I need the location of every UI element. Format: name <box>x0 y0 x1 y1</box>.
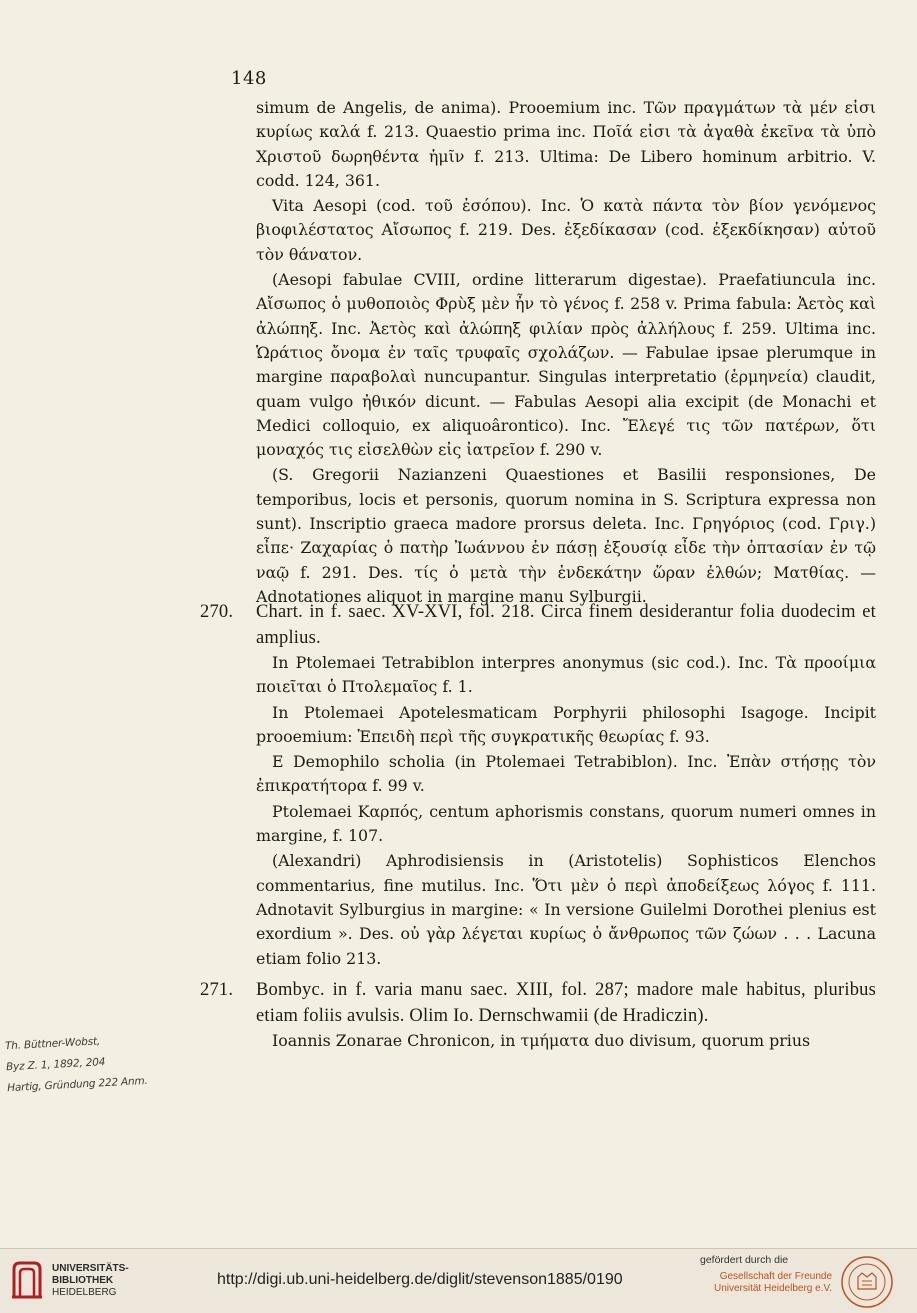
intro-paragraph: (Aesopi fabulae CVIII, ordine litterarum digestae). Praefatiuncula inc. Αἴσωπος ὁ μυθοποιὸς Φρὺξ μὲν ἦν τὸ γένος f. 258 v. Prima fabula: Ἀετὸς καὶ ἀλώπηξ. Inc. Ἀετὸς καὶ ἀλώπηξ φιλίαν πρὸς ἀλλήλους f. 259. Ultima inc. Ὡράτιος ὄνομα ἐν ταῖς τρυφαῖς σχολάζων. — Fabulae ipsae plerumque in margine παραβολαὶ nuncupantur. Singulas interpretatio (ἑρμηνεία) claudit, quam vulgo ἠθικόν dicunt. — Fabulas Aesopi alia excipit (de Monachi et Medici colloquio, ex aliquoârontico). Inc. Ἔλεγέ τις τῶν πατέρων, ὅτι μοναχός τις εἰσελθὼν εἰς ἰατρεῖον f. 290 v. <box>256 270 876 460</box>
footer-bar <box>0 1248 917 1313</box>
permalink-url[interactable]: http://digi.ub.uni-heidelberg.de/diglit/stevenson1885/0190 <box>217 1271 623 1288</box>
sponsor-name <box>712 1271 832 1295</box>
sponsor-name-line: Universität Heidelberg e.V. <box>713 1283 832 1294</box>
marginal-note-line: Byz Z. 1, 1892, 204 <box>5 1056 106 1074</box>
marginal-note-line: Th. Büttner-Wobst, <box>4 1035 101 1053</box>
entry-paragraph: (Alexandri) Aphrodisiensis in (Aristotelis) Sophisticos Elenchos commentarius, fine mutilus. Inc. Ὅτι μὲν ὁ περὶ ἀποδείξεως λόγος f. 111. Adnotavit Sylburgius in margine: « In versione Guilelmi Dorothei plenius est exordium ». Des. οὐ γὰρ λέγεται κυρίως ὁ ἄνθρωπος τῶν ζώων . . . Lacuna etiam folio 213. <box>256 851 876 968</box>
sponsor-label: gefördert durch die <box>700 1254 789 1266</box>
entry-paragraph: In Ptolemaei Apotelesmaticam Porphyrii philosophi Isagoge. Incipit prooemium: Ἐπειδὴ περὶ τῆς συγκρατικῆς θεωρίας f. 93. <box>256 702 876 746</box>
entry-paragraph: Ptolemaei Καρπός, centum aphorismis constans, quorum numeri omnes in margine, f. 107. <box>256 801 876 846</box>
page-number: 148 <box>231 68 267 89</box>
entry-heading <box>200 600 876 651</box>
library-name-line: BIBLIOTHEK <box>52 1275 114 1286</box>
entry-number: 270. <box>200 602 234 622</box>
library-name <box>52 1263 129 1299</box>
catalog-entry-270 <box>200 600 876 971</box>
university-library-logo-icon <box>10 1259 44 1301</box>
library-name-line: UNIVERSITÄTS- <box>52 1263 129 1274</box>
sponsor-seal-icon <box>840 1255 894 1309</box>
sponsor-name-line: Gesellschaft der Freunde <box>719 1271 832 1282</box>
catalog-entry-271 <box>200 978 876 1053</box>
entry-paragraph: E Demophilo scholia (in Ptolemaei Tetrabiblon). Inc. Ἐπὰν στήσῃς τὸν ἐπικρατήτορα f. 99 v. <box>256 752 876 796</box>
entry-paragraph: Ioannis Zonarae Chronicon, in τμήματα duo divisum, quorum prius <box>272 1031 811 1050</box>
intro-paragraph: Vita Aesopi (cod. τοῦ ἐσόπου). Inc. Ὁ κατὰ πάντα τὸν βίον γενόμενος βιοφιλέστατος Αἴσωπος f. 219. Des. ἐξεδίκασαν (cod. ἐξεκδίκησαν) αὐτοῦ τὸν θάνατον. <box>256 196 876 264</box>
intro-paragraph: simum de Angelis, de anima). Prooemium inc. Τῶν πραγμάτων τὰ μέν εἰσι κυρίως καλά f. 213. Quaestio prima inc. Ποῖά εἰσι τὰ ἀγαθὰ ἐκεῖνα τὰ ὑπὸ Χριστοῦ δωρηθέντα ἡμῖν f. 213. Ultima: De Libero hominum arbitrio. V. codd. 124, 361. <box>256 98 876 190</box>
entry-heading-text: Bombyc. in f. varia manu saec. XIII, fol. 287; madore male habitus, pluribus etiam foliis avulsis. Olim Io. Dernschwamii (de Hradiczin). <box>256 980 876 1026</box>
entry-paragraph: In Ptolemaei Tetrabiblon interpres anonymus (sic cod.). Inc. Τὰ προοίμια ποιεῖται ὁ Πτολεμαῖος f. 1. <box>256 653 876 697</box>
entry-heading <box>200 978 876 1029</box>
intro-text-block <box>256 96 876 609</box>
intro-paragraph: (S. Gregorii Nazianzeni Quaestiones et Basilii responsiones, De temporibus, locis et personis, quorum nomina in S. Scriptura expressa non sunt). Inscriptio graeca madore prorsus deleta. Inc. Γρηγόριος (cod. Γριγ.) εἶπε· Ζαχαρίας ὁ πατὴρ Ἰωάννου ἐν πάσῃ ἐξουσίᾳ εἶδε τὴν ὀπτασίαν ἐν τῷ ναῷ f. 291. Des. τίς ὁ μετὰ τὴν ἑνδεκάτην ὥραν ἐλθών; Ματθίας. — Adnotationes aliquot in margine manu Sylburgii. <box>256 465 876 606</box>
library-name-line: HEIDELBERG <box>52 1287 117 1298</box>
marginal-note-line: Hartig, Gründung 222 Anm. <box>6 1074 148 1095</box>
entry-heading-text: Chart. in f. saec. XV-XVI, fol. 218. Circa finem desiderantur folia duodecim et amplius. <box>256 602 876 648</box>
entry-number: 271. <box>200 980 234 1000</box>
handwritten-marginal-note <box>5 1024 248 1099</box>
